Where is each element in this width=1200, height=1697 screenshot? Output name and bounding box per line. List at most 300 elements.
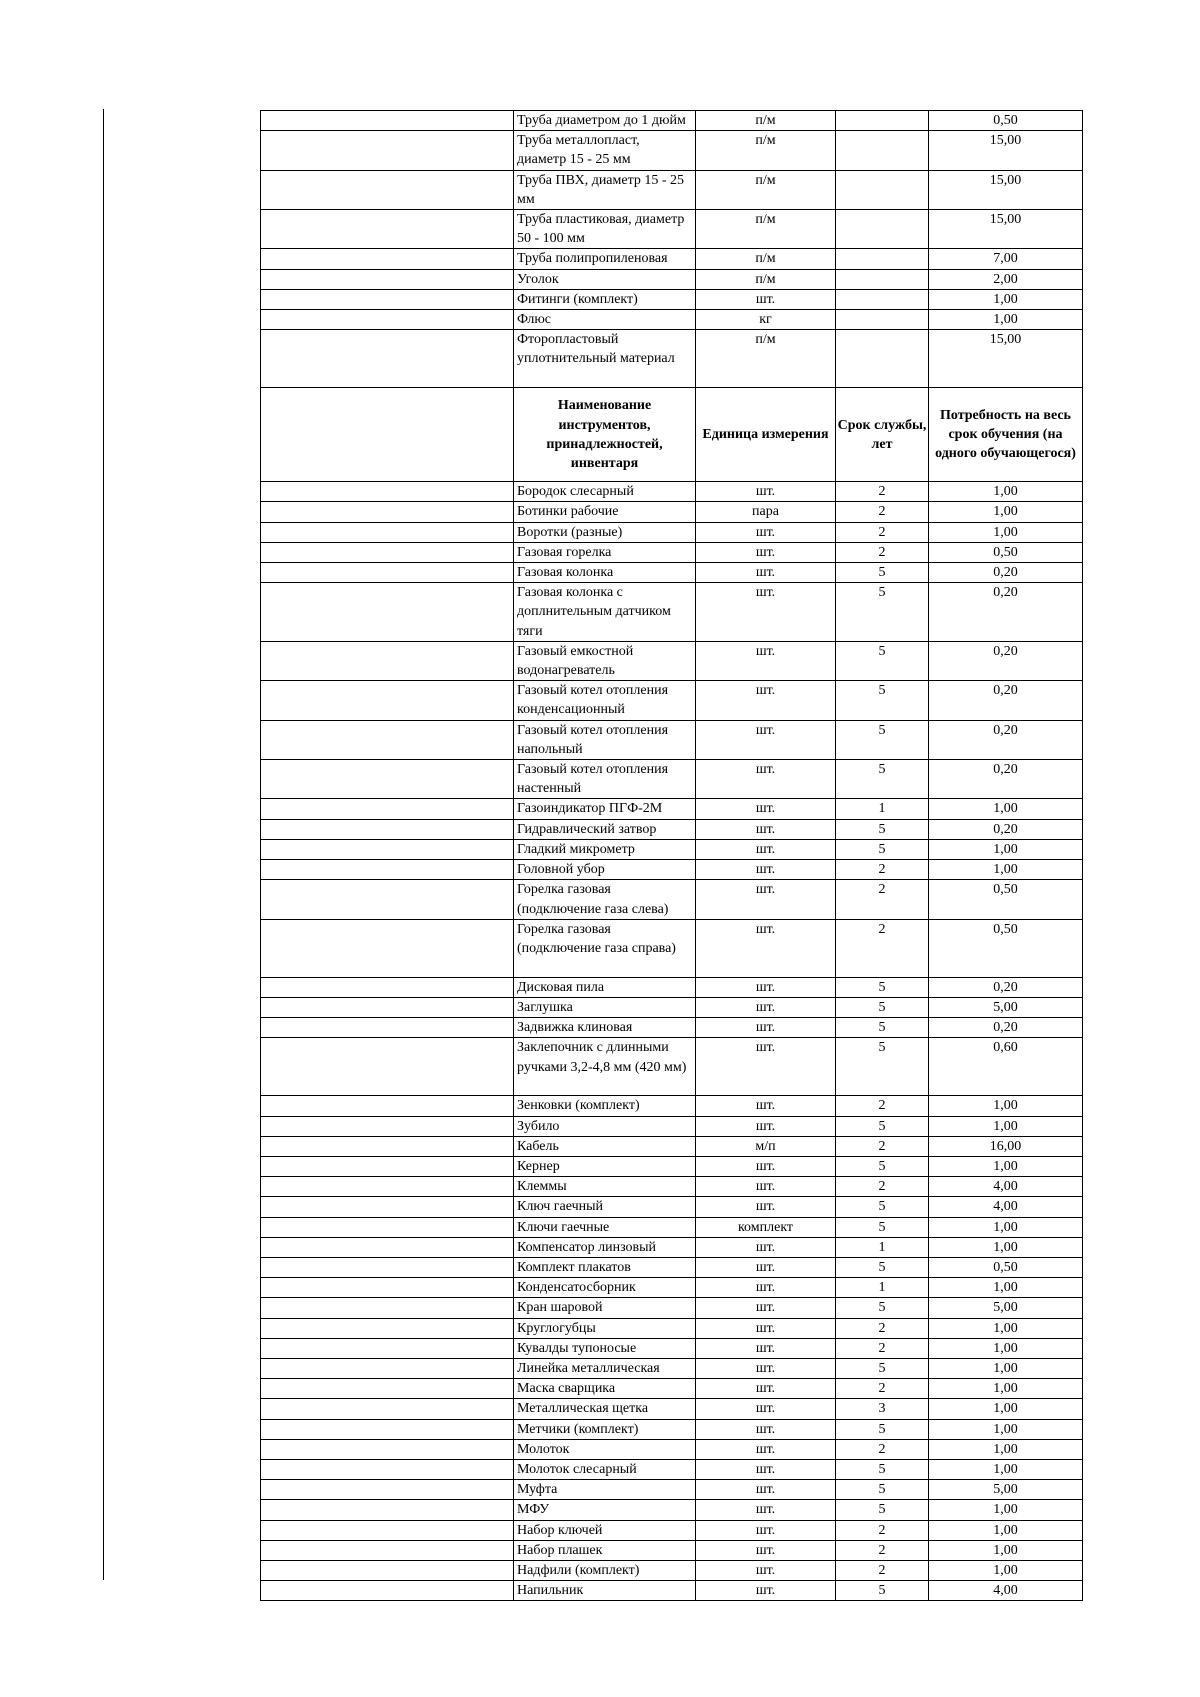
name-cell: Кран шаровой: [514, 1298, 696, 1318]
qty-cell: 1,00: [929, 1096, 1083, 1116]
name-cell: Муфта: [514, 1480, 696, 1500]
tools-header-row: [261, 388, 1083, 482]
name-cell: Набор плашек: [514, 1540, 696, 1560]
blank-cell: [261, 1500, 514, 1520]
unit-cell: м/п: [696, 1136, 836, 1156]
blank-cell: [261, 1096, 514, 1116]
unit-cell: п/м: [696, 249, 836, 269]
qty-cell: 1,00: [929, 799, 1083, 819]
table-row: [261, 1540, 1083, 1560]
qty-cell: 5,00: [929, 1480, 1083, 1500]
unit-cell: шт.: [696, 1540, 836, 1560]
table-row: [261, 522, 1083, 542]
table-row: [261, 1459, 1083, 1479]
name-cell: Молоток: [514, 1439, 696, 1459]
blank-cell: [261, 330, 514, 388]
qty-cell: 1,00: [929, 860, 1083, 880]
unit-cell: шт.: [696, 819, 836, 839]
life-cell: 2: [836, 482, 929, 502]
blank-cell: [261, 839, 514, 859]
blank-cell: [261, 799, 514, 819]
name-cell: Гладкий микрометр: [514, 839, 696, 859]
blank-cell: [261, 1136, 514, 1156]
name-cell: Кабель: [514, 1136, 696, 1156]
blank-cell: [261, 1379, 514, 1399]
unit-cell: шт.: [696, 1581, 836, 1601]
blank-cell: [261, 1419, 514, 1439]
qty-cell: 4,00: [929, 1197, 1083, 1217]
name-cell: Горелка газовая (подключение газа справа): [514, 919, 696, 977]
life-cell: 5: [836, 583, 929, 642]
life-cell: 5: [836, 1298, 929, 1318]
unit-cell: п/м: [696, 330, 836, 388]
qty-cell: 0,60: [929, 1038, 1083, 1096]
qty-cell: 15,00: [929, 330, 1083, 388]
life-cell: 5: [836, 1156, 929, 1176]
table-row: [261, 997, 1083, 1017]
table-row: [261, 330, 1083, 388]
unit-cell: шт.: [696, 1237, 836, 1257]
qty-cell: 1,00: [929, 1520, 1083, 1540]
name-cell: Гидравлический затвор: [514, 819, 696, 839]
life-cell: [836, 131, 929, 170]
name-cell: Фитинги (комплект): [514, 289, 696, 309]
unit-cell: шт.: [696, 1399, 836, 1419]
qty-cell: 15,00: [929, 131, 1083, 170]
name-cell: Труба пластиковая, диаметр 50 - 100 мм: [514, 210, 696, 249]
table-row: [261, 681, 1083, 720]
table-row: [261, 210, 1083, 249]
unit-cell: п/м: [696, 111, 836, 131]
qty-cell: 1,00: [929, 1459, 1083, 1479]
qty-cell: 1,00: [929, 310, 1083, 330]
unit-cell: шт.: [696, 1560, 836, 1580]
name-cell: Метчики (комплект): [514, 1419, 696, 1439]
qty-cell: 0,50: [929, 919, 1083, 977]
name-cell: Газоиндикатор ПГФ-2М: [514, 799, 696, 819]
blank-cell: [261, 310, 514, 330]
life-cell: 5: [836, 839, 929, 859]
qty-cell: 4,00: [929, 1581, 1083, 1601]
unit-cell: п/м: [696, 131, 836, 170]
name-cell: Воротки (разные): [514, 522, 696, 542]
life-cell: 5: [836, 1018, 929, 1038]
name-cell: МФУ: [514, 1500, 696, 1520]
blank-cell: [261, 131, 514, 170]
qty-cell: 1,00: [929, 839, 1083, 859]
unit-cell: комплект: [696, 1217, 836, 1237]
life-cell: 1: [836, 1278, 929, 1298]
blank-cell: [261, 919, 514, 977]
blank-cell: [261, 1217, 514, 1237]
blank-cell: [261, 502, 514, 522]
name-cell: Задвижка клиновая: [514, 1018, 696, 1038]
table-row: [261, 1500, 1083, 1520]
blank-cell: [261, 1581, 514, 1601]
blank-cell: [261, 482, 514, 502]
table-row: [261, 720, 1083, 759]
blank-cell: [261, 760, 514, 799]
blank-cell: [261, 1116, 514, 1136]
blank-cell: [261, 819, 514, 839]
unit-cell: п/м: [696, 269, 836, 289]
table-row: [261, 1177, 1083, 1197]
life-cell: 5: [836, 1480, 929, 1500]
blank-cell: [261, 1338, 514, 1358]
table-row: [261, 1581, 1083, 1601]
name-cell: Газовый котел отопления конденсационный: [514, 681, 696, 720]
qty-cell: 1,00: [929, 1237, 1083, 1257]
unit-cell: шт.: [696, 681, 836, 720]
unit-cell: шт.: [696, 1038, 836, 1096]
unit-cell: шт.: [696, 641, 836, 680]
table-row: [261, 1480, 1083, 1500]
table-row: [261, 919, 1083, 977]
name-cell: Надфили (комплект): [514, 1560, 696, 1580]
life-cell: 5: [836, 760, 929, 799]
unit-cell: шт.: [696, 1018, 836, 1038]
blank-cell: [261, 170, 514, 209]
name-cell: Труба диаметром до 1 дюйм: [514, 111, 696, 131]
blank-cell: [261, 720, 514, 759]
life-cell: 1: [836, 1237, 929, 1257]
header-name: Наименование инструментов, принадлежностей, инвентаря: [514, 388, 696, 482]
blank-cell: [261, 1177, 514, 1197]
life-cell: 2: [836, 542, 929, 562]
name-cell: Набор ключей: [514, 1520, 696, 1540]
qty-cell: 0,50: [929, 111, 1083, 131]
unit-cell: шт.: [696, 289, 836, 309]
header-life: Срок службы, лет: [836, 388, 929, 482]
table-row: [261, 1338, 1083, 1358]
unit-cell: шт.: [696, 542, 836, 562]
unit-cell: шт.: [696, 1278, 836, 1298]
unit-cell: шт.: [696, 839, 836, 859]
life-cell: 2: [836, 1439, 929, 1459]
life-cell: 2: [836, 860, 929, 880]
blank-cell: [261, 269, 514, 289]
unit-cell: шт.: [696, 1419, 836, 1439]
table-row: [261, 1278, 1083, 1298]
table-row: [261, 760, 1083, 799]
qty-cell: 1,00: [929, 1358, 1083, 1378]
table-row: [261, 1237, 1083, 1257]
life-cell: 2: [836, 1318, 929, 1338]
qty-cell: 0,50: [929, 880, 1083, 919]
table-row: [261, 880, 1083, 919]
name-cell: Ключ гаечный: [514, 1197, 696, 1217]
life-cell: [836, 111, 929, 131]
life-cell: [836, 249, 929, 269]
unit-cell: шт.: [696, 1439, 836, 1459]
qty-cell: 0,20: [929, 583, 1083, 642]
qty-cell: 15,00: [929, 170, 1083, 209]
blank-cell: [261, 1038, 514, 1096]
life-cell: 5: [836, 641, 929, 680]
qty-cell: 0,20: [929, 1018, 1083, 1038]
qty-cell: 0,50: [929, 542, 1083, 562]
life-cell: 5: [836, 1257, 929, 1277]
header-qty: Потребность на весь срок обучения (на одного обучающегося): [929, 388, 1083, 482]
blank-cell: [261, 1459, 514, 1479]
table-row: [261, 1520, 1083, 1540]
blank-cell: [261, 111, 514, 131]
qty-cell: 1,00: [929, 1379, 1083, 1399]
unit-cell: шт.: [696, 1358, 836, 1378]
table-row: [261, 1096, 1083, 1116]
unit-cell: шт.: [696, 1096, 836, 1116]
name-cell: Горелка газовая (подключение газа слева): [514, 880, 696, 919]
name-cell: Кернер: [514, 1156, 696, 1176]
blank-cell: [261, 1318, 514, 1338]
qty-cell: 1,00: [929, 1439, 1083, 1459]
unit-cell: шт.: [696, 1379, 836, 1399]
name-cell: Флюс: [514, 310, 696, 330]
life-cell: [836, 269, 929, 289]
qty-cell: 0,50: [929, 1257, 1083, 1277]
life-cell: 5: [836, 563, 929, 583]
tools-section: [261, 482, 1083, 1601]
life-cell: 5: [836, 1581, 929, 1601]
life-cell: 2: [836, 1136, 929, 1156]
materials-section: [261, 111, 1083, 388]
unit-cell: шт.: [696, 720, 836, 759]
qty-cell: 0,20: [929, 641, 1083, 680]
table-row: [261, 799, 1083, 819]
equipment-table: [260, 110, 1083, 1601]
unit-cell: шт.: [696, 482, 836, 502]
life-cell: 2: [836, 1520, 929, 1540]
table-row: [261, 819, 1083, 839]
table-row: [261, 839, 1083, 859]
qty-cell: 1,00: [929, 1540, 1083, 1560]
name-cell: Кувалды тупоносые: [514, 1338, 696, 1358]
unit-cell: шт.: [696, 880, 836, 919]
life-cell: [836, 330, 929, 388]
blank-cell: [261, 1540, 514, 1560]
table-row: [261, 1197, 1083, 1217]
table-row: [261, 310, 1083, 330]
qty-cell: 1,00: [929, 1560, 1083, 1580]
blank-cell: [261, 1018, 514, 1038]
unit-cell: шт.: [696, 1156, 836, 1176]
qty-cell: 1,00: [929, 1217, 1083, 1237]
unit-cell: п/м: [696, 170, 836, 209]
blank-cell: [261, 1560, 514, 1580]
qty-cell: 1,00: [929, 1338, 1083, 1358]
qty-cell: 1,00: [929, 1318, 1083, 1338]
qty-cell: 2,00: [929, 269, 1083, 289]
name-cell: Металлическая щетка: [514, 1399, 696, 1419]
life-cell: 1: [836, 799, 929, 819]
name-cell: Уголок: [514, 269, 696, 289]
unit-cell: шт.: [696, 919, 836, 977]
unit-cell: кг: [696, 310, 836, 330]
table-row: [261, 860, 1083, 880]
life-cell: 5: [836, 720, 929, 759]
qty-cell: 15,00: [929, 210, 1083, 249]
qty-cell: 1,00: [929, 1419, 1083, 1439]
name-cell: Газовая колонка с доплнительным датчиком тяги: [514, 583, 696, 642]
unit-cell: шт.: [696, 583, 836, 642]
blank-cell: [261, 1278, 514, 1298]
blank-cell: [261, 210, 514, 249]
table-row: [261, 1318, 1083, 1338]
blank-cell: [261, 542, 514, 562]
life-cell: 2: [836, 1379, 929, 1399]
name-cell: Маска сварщика: [514, 1379, 696, 1399]
life-cell: 2: [836, 1540, 929, 1560]
name-cell: Газовая колонка: [514, 563, 696, 583]
table-row: [261, 1358, 1083, 1378]
qty-cell: 1,00: [929, 482, 1083, 502]
unit-cell: шт.: [696, 1500, 836, 1520]
life-cell: 5: [836, 1217, 929, 1237]
qty-cell: 5,00: [929, 1298, 1083, 1318]
table-row: [261, 542, 1083, 562]
name-cell: Молоток слесарный: [514, 1459, 696, 1479]
qty-cell: 0,20: [929, 977, 1083, 997]
blank-cell: [261, 522, 514, 542]
name-cell: Зенковки (комплект): [514, 1096, 696, 1116]
qty-cell: 0,20: [929, 720, 1083, 759]
table-row: [261, 1116, 1083, 1136]
table-row: [261, 1560, 1083, 1580]
blank-cell: [261, 583, 514, 642]
qty-cell: 4,00: [929, 1177, 1083, 1197]
blank-cell: [261, 1439, 514, 1459]
blank-cell: [261, 1358, 514, 1378]
name-cell: Конденсатосборник: [514, 1278, 696, 1298]
qty-cell: 0,20: [929, 819, 1083, 839]
qty-cell: 1,00: [929, 1116, 1083, 1136]
qty-cell: 5,00: [929, 997, 1083, 1017]
life-cell: 5: [836, 1197, 929, 1217]
table-row: [261, 1419, 1083, 1439]
unit-cell: шт.: [696, 1480, 836, 1500]
life-cell: 5: [836, 977, 929, 997]
blank-cell: [261, 681, 514, 720]
life-cell: 5: [836, 1116, 929, 1136]
life-cell: 2: [836, 1177, 929, 1197]
name-cell: Труба полипропиленовая: [514, 249, 696, 269]
qty-cell: 0,20: [929, 563, 1083, 583]
life-cell: 5: [836, 1459, 929, 1479]
unit-cell: шт.: [696, 563, 836, 583]
table-row: [261, 1379, 1083, 1399]
life-cell: 2: [836, 1560, 929, 1580]
life-cell: 2: [836, 1338, 929, 1358]
name-cell: Напильник: [514, 1581, 696, 1601]
life-cell: [836, 210, 929, 249]
name-cell: Клеммы: [514, 1177, 696, 1197]
table-row: [261, 170, 1083, 209]
blank-cell: [261, 860, 514, 880]
name-cell: Заклепочник с длинными ручками 3,2-4,8 мм (420 мм): [514, 1038, 696, 1096]
table-row: [261, 289, 1083, 309]
life-cell: 2: [836, 502, 929, 522]
life-cell: [836, 310, 929, 330]
unit-cell: шт.: [696, 1520, 836, 1540]
unit-cell: шт.: [696, 1338, 836, 1358]
name-cell: Компенсатор линзовый: [514, 1237, 696, 1257]
name-cell: Круглогубцы: [514, 1318, 696, 1338]
name-cell: Газовый котел отопления настенный: [514, 760, 696, 799]
name-cell: Фторопластовый уплотнительный материал: [514, 330, 696, 388]
blank-cell: [261, 563, 514, 583]
unit-cell: шт.: [696, 997, 836, 1017]
table-row: [261, 111, 1083, 131]
table-row: [261, 1257, 1083, 1277]
blank-cell: [261, 997, 514, 1017]
qty-cell: 0,20: [929, 681, 1083, 720]
qty-cell: 1,00: [929, 1399, 1083, 1419]
table-row: [261, 977, 1083, 997]
blank-cell: [261, 249, 514, 269]
life-cell: 5: [836, 681, 929, 720]
name-cell: Ботинки рабочие: [514, 502, 696, 522]
unit-cell: шт.: [696, 1459, 836, 1479]
table-row: [261, 1038, 1083, 1096]
blank-cell: [261, 1480, 514, 1500]
unit-cell: шт.: [696, 799, 836, 819]
page-margin-line: [103, 109, 104, 1580]
table-row: [261, 482, 1083, 502]
unit-cell: шт.: [696, 760, 836, 799]
life-cell: 2: [836, 522, 929, 542]
name-cell: Ключи гаечные: [514, 1217, 696, 1237]
name-cell: Комплект плакатов: [514, 1257, 696, 1277]
unit-cell: шт.: [696, 1257, 836, 1277]
blank-cell: [261, 1520, 514, 1540]
name-cell: Дисковая пила: [514, 977, 696, 997]
name-cell: Газовый котел отопления напольный: [514, 720, 696, 759]
table-row: [261, 583, 1083, 642]
life-cell: 5: [836, 1419, 929, 1439]
name-cell: Труба ПВХ, диаметр 15 - 25 мм: [514, 170, 696, 209]
blank-cell: [261, 641, 514, 680]
table-row: [261, 502, 1083, 522]
life-cell: 2: [836, 1096, 929, 1116]
table-row: [261, 1439, 1083, 1459]
unit-cell: пара: [696, 502, 836, 522]
life-cell: 2: [836, 919, 929, 977]
life-cell: 5: [836, 819, 929, 839]
name-cell: Заглушка: [514, 997, 696, 1017]
blank-cell: [261, 1197, 514, 1217]
table-row: [261, 269, 1083, 289]
unit-cell: п/м: [696, 210, 836, 249]
table-row: [261, 249, 1083, 269]
name-cell: Зубило: [514, 1116, 696, 1136]
qty-cell: 1,00: [929, 1500, 1083, 1520]
unit-cell: шт.: [696, 1116, 836, 1136]
unit-cell: шт.: [696, 977, 836, 997]
tools-header-section: [261, 388, 1083, 482]
qty-cell: 1,00: [929, 502, 1083, 522]
qty-cell: 1,00: [929, 1278, 1083, 1298]
unit-cell: шт.: [696, 522, 836, 542]
qty-cell: 0,20: [929, 760, 1083, 799]
table-row: [261, 641, 1083, 680]
life-cell: [836, 289, 929, 309]
name-cell: Бородок слесарный: [514, 482, 696, 502]
name-cell: Газовый емкостной водонагреватель: [514, 641, 696, 680]
name-cell: Линейка металлическая: [514, 1358, 696, 1378]
unit-cell: шт.: [696, 1177, 836, 1197]
blank-cell: [261, 1399, 514, 1419]
blank-cell: [261, 977, 514, 997]
